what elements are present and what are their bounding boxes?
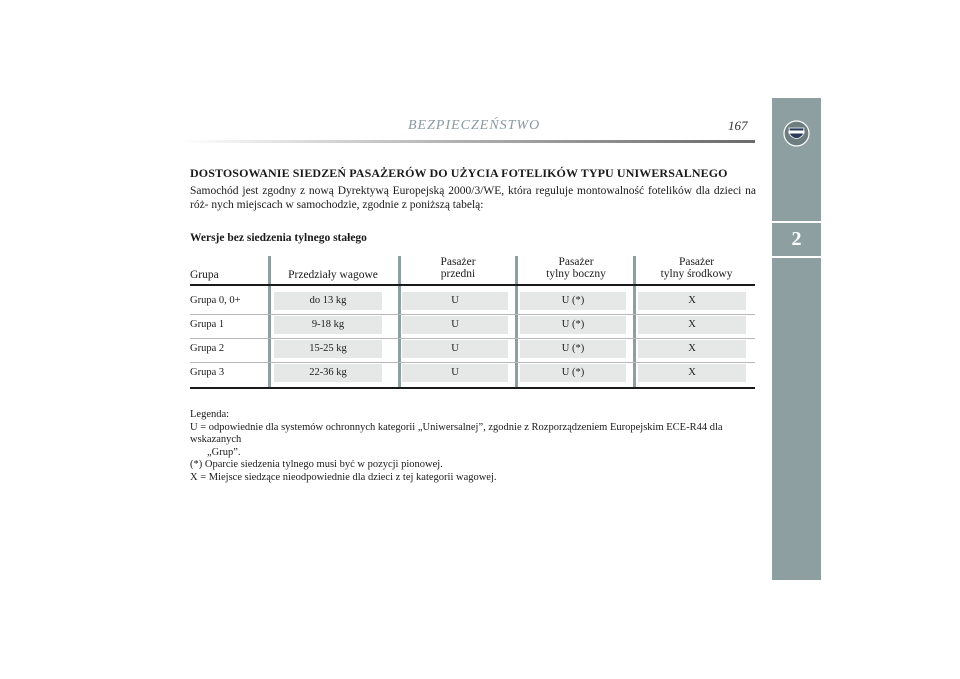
cell-front: U [402, 340, 508, 358]
chapter-number-tab[interactable] [772, 221, 821, 258]
cell-rear-middle: X [638, 340, 746, 358]
legend-x: X = Miejsce siedzące nieodpowiednie dla dzieci z tej kategorii wagowej. [190, 471, 497, 483]
cell-rear-middle: X [638, 316, 746, 334]
header-rule [190, 284, 755, 286]
legend-star: (*) Oparcie siedzenia tylnego musi być w pozycji pionowej. [190, 459, 443, 470]
cell-rear-side: U (*) [520, 340, 626, 358]
cell-weight: 15-25 kg [274, 340, 382, 358]
page-number: 167 [728, 118, 748, 133]
column-separator [633, 256, 636, 388]
lancia-shield-icon [783, 120, 810, 147]
intro-paragraph: Samochód jest zgodny z nową Dyrektywą Europejską 2000/3/WE, która reguluje montowalność fotelików dla dzieci na róż- nych miejscach w samochodzie, zgodnie z poniższą tabelą: [190, 185, 756, 211]
row-divider [190, 314, 755, 315]
table-subheading: Wersje bez siedzenia tylnego stałego [190, 232, 367, 244]
cell-front: U [402, 292, 508, 310]
table-bottom-rule [190, 387, 755, 389]
cell-rear-side: U (*) [520, 292, 626, 310]
header-rear-side-passenger: Pasażer tylny boczny [546, 256, 606, 280]
cell-rear-side: U (*) [520, 316, 626, 334]
cell-group: Grupa 3 [190, 367, 225, 378]
legend-u-continued: „Grup”. [207, 446, 241, 458]
header-group: Grupa [190, 269, 219, 281]
cell-rear-middle: X [638, 292, 746, 310]
cell-group: Grupa 1 [190, 319, 225, 330]
chapter-number: 2 [791, 228, 802, 250]
header-front-passenger: Pasażer przedni [440, 256, 476, 280]
row-divider [190, 338, 755, 339]
column-separator [398, 256, 401, 388]
document-heading: DOSTOSOWANIE SIEDZEŃ PASAŻERÓW DO UŻYCIA FOTELIKÓW TYPU UNIWERSALNEGO [190, 166, 728, 180]
legend-u: U = odpowiednie dla systemów ochronnych kategorii „Uniwersalnej”, zgodnie z Rozporządzeniem Europejskim ECE-R44 dla wskazanych [190, 421, 723, 445]
cell-rear-side: U (*) [520, 364, 626, 382]
legend-title: Legenda: [190, 409, 230, 420]
row-divider [190, 362, 755, 363]
column-separator [515, 256, 518, 388]
column-separator [268, 256, 271, 388]
chapter-sidebar [772, 98, 821, 580]
header-weight: Przedziały wagowe [288, 269, 378, 281]
cell-rear-middle: X [638, 364, 746, 382]
cell-weight: do 13 kg [274, 292, 382, 310]
cell-front: U [402, 316, 508, 334]
cell-group: Grupa 0, 0+ [190, 295, 241, 306]
cell-front: U [402, 364, 508, 382]
cell-weight: 22-36 kg [274, 364, 382, 382]
header-divider [180, 140, 755, 143]
cell-weight: 9-18 kg [274, 316, 382, 334]
cell-group: Grupa 2 [190, 343, 225, 354]
section-title: BEZPIECZEŃSTWO [408, 118, 541, 133]
legend [190, 409, 756, 484]
header-rear-middle-passenger: Pasażer tylny środkowy [660, 256, 733, 280]
